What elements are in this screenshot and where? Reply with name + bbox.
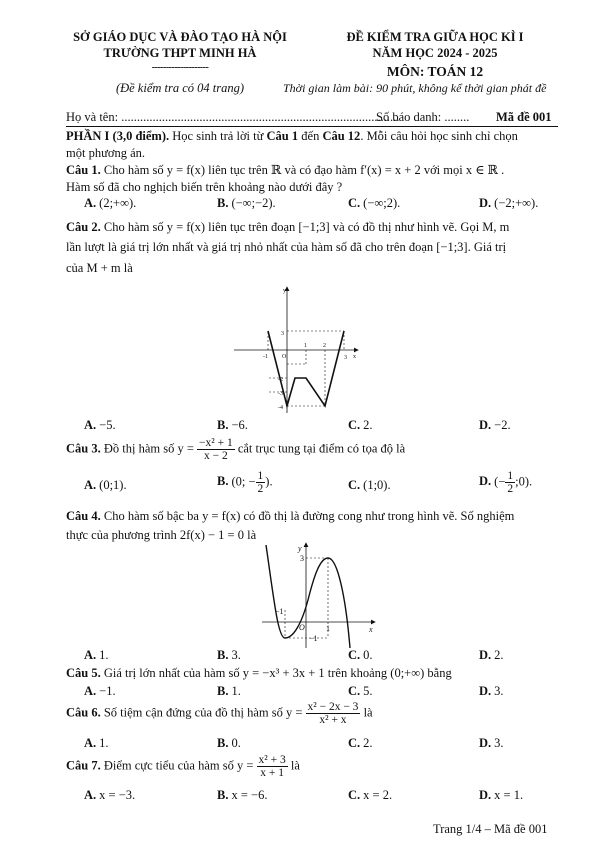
q2-label-2: 2 <box>323 343 326 349</box>
q7-den: x + 1 <box>260 767 284 779</box>
opt-text: (1;0). <box>363 478 391 492</box>
opt-letter: A. <box>84 196 97 210</box>
q2-option-d[interactable] <box>479 418 511 433</box>
q2-label-o: O <box>282 354 287 360</box>
opt-letter: C. <box>348 648 361 662</box>
opt-letter: D. <box>479 418 492 432</box>
opt-letter: B. <box>217 196 229 210</box>
opt-letter: A. <box>84 648 97 662</box>
opt-text: −5. <box>99 418 116 432</box>
school-name: TRƯỜNG THPT MINH HÀ <box>103 46 257 60</box>
q6-num: x² − 2x − 3 <box>307 701 359 713</box>
opt-text: (−2;+∞). <box>494 196 539 210</box>
opt-text: 2. <box>363 418 373 432</box>
q7-fraction <box>257 754 288 779</box>
q6-label: Câu 6. <box>66 705 101 720</box>
q6-option-a[interactable] <box>84 736 109 751</box>
exam-title: ĐỀ KIỂM TRA GIỮA HỌC KÌ I <box>346 30 524 44</box>
opt-text: (0; − <box>231 474 256 489</box>
part1-instruction <box>66 127 561 145</box>
q2-label-3: 3 <box>344 355 347 361</box>
q5-label: Câu 5. <box>66 666 101 680</box>
question-3 <box>66 437 405 462</box>
q4-label-x: x <box>369 625 373 634</box>
q7-option-d[interactable] <box>479 788 523 803</box>
q3-option-d[interactable] <box>479 470 532 495</box>
q2-label-ym3: -3 <box>278 391 283 397</box>
school-year: NĂM HỌC 2024 - 2025 <box>372 46 498 60</box>
q2-label-1: 1 <box>304 343 307 349</box>
dept-name: SỞ GIÁO DỤC VÀ ĐÀO TẠO HÀ NỘI <box>73 30 287 44</box>
opt-letter: C. <box>348 478 361 492</box>
q1-option-b[interactable] <box>217 196 276 211</box>
q6-text-pre: Số tiệm cận đứng của đồ thị hàm số y = <box>100 705 303 720</box>
q2-label-y: y <box>283 288 286 294</box>
student-name-field: Họ và tên: ......................................................................................... <box>66 110 400 124</box>
q7-label: Câu 7. <box>66 758 101 773</box>
q1-text: Cho hàm số y = f(x) liên tục trên ℝ và có đạo hàm f′(x) = x + 2 với mọi x ∈ ℝ . <box>100 163 505 177</box>
opt-text: 3. <box>494 684 504 698</box>
q3-text-pre: Đồ thị hàm số y = <box>100 441 194 456</box>
opt-text: 0. <box>363 648 373 662</box>
question-7 <box>66 754 300 779</box>
q6-option-d[interactable] <box>479 736 504 751</box>
q2-option-a[interactable] <box>84 418 116 433</box>
q4-text-2: thực của phương trình 2f(x) − 1 = 0 là <box>66 528 257 542</box>
q1-option-c[interactable] <box>348 196 400 211</box>
part1-text-a: Học sinh trả lời từ <box>169 129 267 143</box>
opt-letter: A. <box>84 478 97 492</box>
question-1 <box>66 161 504 179</box>
q5-option-a[interactable] <box>84 684 116 699</box>
q2-option-b[interactable] <box>217 418 248 433</box>
opt-letter: B. <box>217 788 229 802</box>
opt-text: −6. <box>231 418 248 432</box>
q4-label-1: 1 <box>326 624 330 633</box>
opt-text: 5. <box>363 684 373 698</box>
part1-title: PHẦN I (3,0 điểm). <box>66 129 170 143</box>
part1-c1: Câu 1 <box>266 129 299 143</box>
question-2 <box>66 218 509 236</box>
question-6 <box>66 701 373 726</box>
q3-option-a[interactable] <box>84 478 127 493</box>
frac-den: 2 <box>257 483 264 495</box>
opt-text: 1. <box>231 684 241 698</box>
q2-text-3: của M + m là <box>66 261 133 275</box>
q2-label-y3: 3 <box>281 331 284 337</box>
opt-letter: D. <box>479 788 492 802</box>
q2-text: Cho hàm số y = f(x) liên tục trên đoạn [−1;3] và có đồ thị như hình vẽ. Gọi M, m <box>100 220 510 234</box>
opt-letter: C. <box>348 418 361 432</box>
q2-label-ym2: -2 <box>278 377 283 383</box>
q2-text-2: lần lượt là giá trị lớn nhất và giá trị nhỏ nhất của hàm số đã cho trên đoạn [−1;3]. Giá trị <box>66 240 507 254</box>
frac-num: 1 <box>257 470 264 482</box>
opt-letter: C. <box>348 736 361 750</box>
part1-instruction-2: một phương án. <box>66 146 146 160</box>
q4-label-y: y <box>298 544 302 553</box>
q4-label-neg1y: −1 <box>309 634 318 643</box>
q4-option-a[interactable] <box>84 648 109 663</box>
student-id-field: Số báo danh: ........ <box>376 110 470 124</box>
q3-text-post: cắt trục tung tại điểm có tọa độ là <box>234 441 406 456</box>
q3-fraction <box>197 437 235 462</box>
q6-option-b[interactable] <box>217 736 241 751</box>
time-note: Thời gian làm bài: 90 phút, không kể thời gian phát đề <box>283 81 547 95</box>
opt-letter: C. <box>348 684 361 698</box>
opt-text: 1. <box>99 736 109 750</box>
opt-text: 0. <box>231 736 241 750</box>
opt-letter: B. <box>217 684 229 698</box>
opt-letter: B. <box>217 648 229 662</box>
q6-text-post: là <box>360 705 373 720</box>
q7-option-a[interactable] <box>84 788 135 803</box>
part1-text-b: đến <box>298 129 323 143</box>
q3-num: −x² + 1 <box>199 437 233 449</box>
q3-b-fraction <box>256 470 266 495</box>
q3-label: Câu 3. <box>66 441 101 456</box>
q1-option-a[interactable] <box>84 196 136 211</box>
opt-letter: C. <box>348 196 361 210</box>
opt-text: (− <box>494 474 506 489</box>
opt-letter: B. <box>217 474 229 489</box>
page-footer: Trang 1/4 – Mã đề 001 <box>433 822 548 836</box>
q4-option-c[interactable] <box>348 648 373 663</box>
q6-den: x² + x <box>319 714 347 726</box>
opt-letter: D. <box>479 196 492 210</box>
q6-option-c[interactable] <box>348 736 373 751</box>
opt-text: (−∞;−2). <box>231 196 276 210</box>
q4-text: Cho hàm số bậc ba y = f(x) có đồ thị là đường cong như trong hình vẽ. Số nghiệm <box>100 509 515 523</box>
opt-letter: D. <box>479 474 492 489</box>
q7-text-pre: Điểm cực tiểu của hàm số y = <box>100 758 254 773</box>
opt-text: ). <box>265 474 273 489</box>
pages-note: (Đề kiểm tra có 04 trang) <box>115 81 245 95</box>
q1-text-2: Hàm số đã cho nghịch biến trên khoảng nào dưới đây ? <box>66 180 343 194</box>
opt-text: −2. <box>494 418 511 432</box>
opt-text: x = −6. <box>231 788 268 802</box>
q3-den: x − 2 <box>203 450 228 462</box>
opt-text: (2;+∞). <box>99 196 137 210</box>
question-4 <box>66 507 514 525</box>
opt-text: 1. <box>99 648 109 662</box>
opt-text: ;0). <box>515 474 533 489</box>
q2-option-c[interactable] <box>348 418 373 433</box>
opt-letter: D. <box>479 684 492 698</box>
subject: MÔN: TOÁN 12 <box>386 64 484 79</box>
opt-text: 3. <box>231 648 241 662</box>
q2-label-x: x <box>353 354 356 360</box>
q5-option-c[interactable] <box>348 684 373 699</box>
exam-code: Mã đề 001 <box>496 110 552 124</box>
q2-label-neg1: -1 <box>263 354 268 360</box>
opt-letter: D. <box>479 648 492 662</box>
q4-label-o: O <box>299 623 305 632</box>
opt-text: x = −3. <box>99 788 136 802</box>
opt-text: −1. <box>99 684 116 698</box>
q3-d-fraction <box>505 470 515 495</box>
q2-label: Câu 2. <box>66 220 101 234</box>
part1-c12: Câu 12 <box>322 129 361 143</box>
q6-fraction <box>306 701 361 726</box>
question-5 <box>66 664 452 682</box>
q2-graph <box>232 283 362 415</box>
opt-text: (0;1). <box>99 478 127 492</box>
opt-letter: A. <box>84 788 97 802</box>
opt-letter: C. <box>348 788 361 802</box>
header-dashes: -------------------- <box>151 62 209 73</box>
q4-label-neg1x: −1 <box>275 607 284 616</box>
opt-text: (−∞;2). <box>363 196 401 210</box>
q7-num: x² + 3 <box>258 754 286 766</box>
q4-label-3: 3 <box>300 554 304 563</box>
q1-option-d[interactable] <box>479 196 538 211</box>
opt-text: 2. <box>494 648 504 662</box>
frac-num: 1 <box>507 470 514 482</box>
q5-text: Giá trị lớn nhất của hàm số y = −x³ + 3x + 1 trên khoảng (0;+∞) bằng <box>100 666 452 680</box>
opt-letter: B. <box>217 418 229 432</box>
part1-text-c: . Mỗi câu hỏi học sinh chỉ chọn <box>360 129 518 143</box>
q4-option-b[interactable] <box>217 648 241 663</box>
opt-letter: A. <box>84 736 97 750</box>
q4-label: Câu 4. <box>66 509 101 523</box>
q4-option-d[interactable] <box>479 648 504 663</box>
q5-option-d[interactable] <box>479 684 504 699</box>
q7-option-b[interactable] <box>217 788 267 803</box>
q5-option-b[interactable] <box>217 684 241 699</box>
q3-option-c[interactable] <box>348 478 391 493</box>
opt-text: x = 2. <box>363 788 393 802</box>
q4-curve <box>266 545 350 648</box>
opt-letter: A. <box>84 684 97 698</box>
opt-text: x = 1. <box>494 788 524 802</box>
q2-label-ym4: -4 <box>278 405 283 411</box>
opt-letter: B. <box>217 736 229 750</box>
opt-letter: D. <box>479 736 492 750</box>
q7-option-c[interactable] <box>348 788 392 803</box>
q4-graph <box>258 540 378 650</box>
q7-text-post: là <box>287 758 300 773</box>
opt-text: 2. <box>363 736 373 750</box>
opt-letter: A. <box>84 418 97 432</box>
q1-label: Câu 1. <box>66 163 101 177</box>
frac-den: 2 <box>507 483 514 495</box>
q3-option-b[interactable] <box>217 470 273 495</box>
opt-text: 3. <box>494 736 504 750</box>
